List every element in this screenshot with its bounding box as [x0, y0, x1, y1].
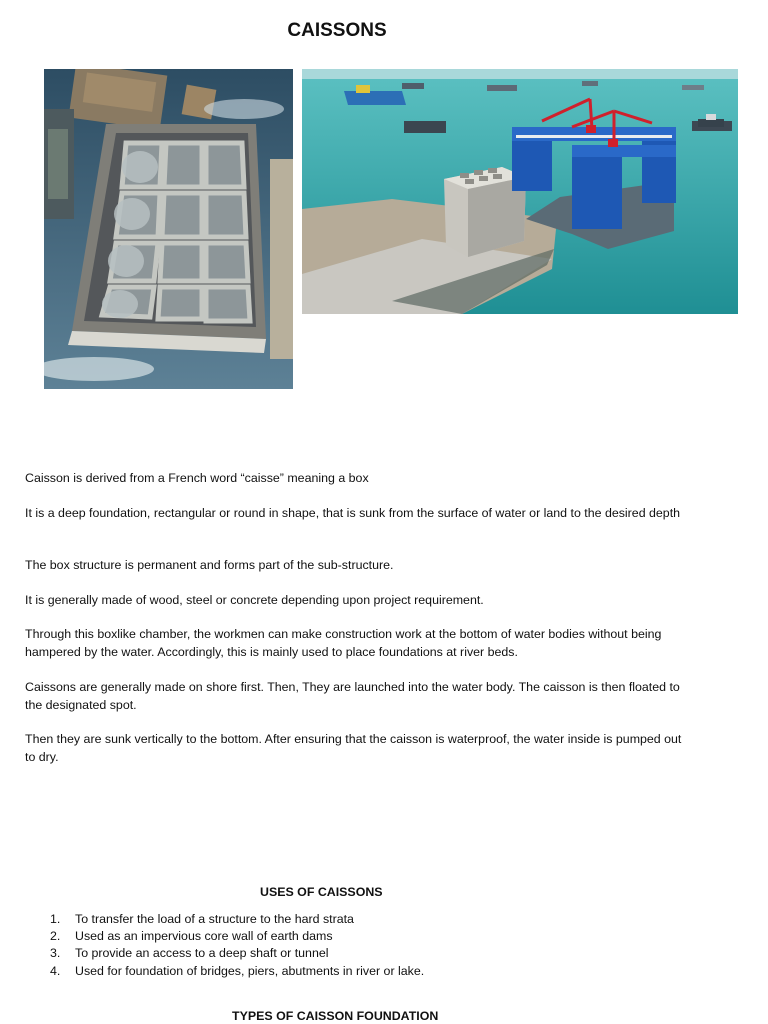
- floating-crane-photo: [302, 69, 738, 314]
- uses-list: [50, 911, 424, 980]
- list-text: To provide an access to a deep shaft or tunnel: [75, 946, 329, 961]
- list-number: 1.: [50, 912, 61, 926]
- page-title: CAISSONS: [287, 20, 387, 41]
- list-text: Used for foundation of bridges, piers, abutments in river or lake.: [75, 963, 425, 978]
- list-item: [50, 928, 424, 945]
- list-text: Used as an impervious core wall of earth dams: [75, 929, 333, 944]
- paragraph-definition: Caisson is derived from a French word “caisse” meaning a box: [25, 471, 369, 485]
- list-item: [50, 911, 424, 928]
- floating-crane-illustration: [302, 69, 738, 314]
- caisson-grid-photo: [44, 69, 293, 389]
- list-number: 2.: [50, 929, 61, 944]
- list-item: [50, 945, 424, 962]
- types-heading: TYPES OF CAISSON FOUNDATION: [232, 1009, 439, 1023]
- paragraph-box-structure: The box structure is permanent and forms part of the sub-structure.: [25, 558, 394, 572]
- paragraph-launch: Caissons are generally made on shore first. Then, They are launched into the water body. The caisson is then floated to the designated spot.: [25, 680, 680, 712]
- list-item: [50, 963, 424, 980]
- uses-heading: USES OF CAISSONS: [260, 885, 383, 899]
- paragraph-chamber: Through this boxlike chamber, the workmen can make construction work at the bottom of water bodies without being hampered by the water. Accordingly, this is mainly used to place foundations at river beds.: [25, 627, 662, 659]
- paragraph-materials: It is generally made of wood, steel or concrete depending upon project requirement.: [25, 593, 484, 607]
- list-text: To transfer the load of a structure to the hard strata: [75, 912, 354, 926]
- paragraph-sinking: Then they are sunk vertically to the bottom. After ensuring that the caisson is waterproof, the water inside is pumped out to dry.: [25, 732, 682, 764]
- paragraph-deep-foundation: It is a deep foundation, rectangular or round in shape, that is sunk from the surface of water or land to the desired depth: [25, 506, 681, 520]
- list-number: 4.: [50, 963, 61, 978]
- list-number: 3.: [50, 946, 61, 961]
- caisson-grid-illustration: [44, 69, 293, 389]
